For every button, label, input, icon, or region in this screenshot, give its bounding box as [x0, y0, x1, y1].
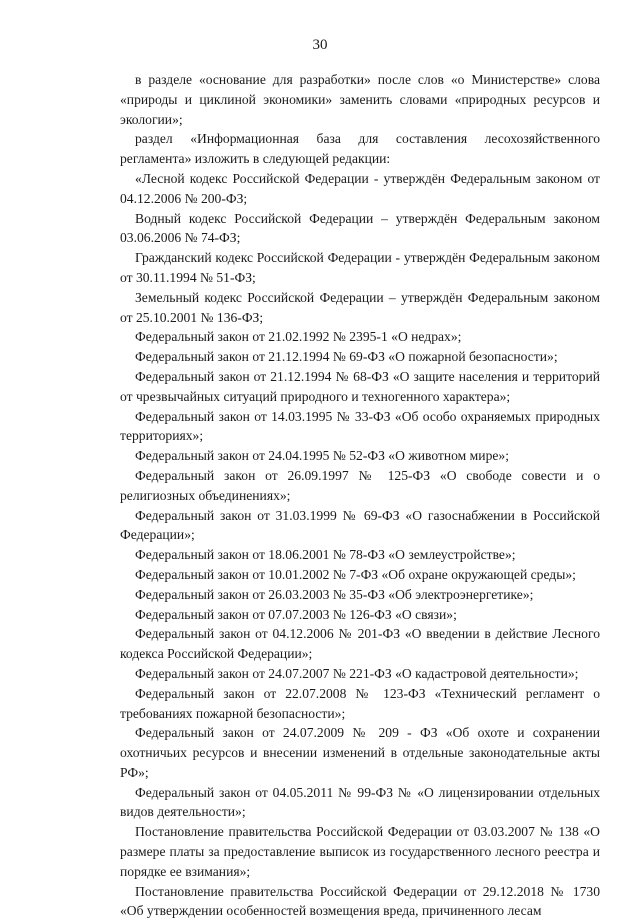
page-number: 30	[312, 37, 328, 53]
paragraph: Федеральный закон от 26.03.2003 № 35-ФЗ «Об электроэнергетике»;	[135, 586, 534, 602]
paragraph: Федеральный закон от 24.04.1995 № 52-ФЗ «О животном мире»;	[135, 448, 509, 464]
paragraph: Гражданский кодекс Российской Федерации - утверждён Федеральным законом от 30.11.1994 № 51-ФЗ;	[120, 250, 600, 285]
paragraph: Федеральный закон от 22.07.2008 № 123-ФЗ «Технический регламент о требованиях пожарной безопасности»;	[120, 685, 600, 721]
paragraph: Федеральный закон от 26.09.1997 № 125-ФЗ «О свободе совести и о религиозных объединениях»;	[120, 467, 600, 503]
paragraph: Федеральный закон от 14.03.1995 № 33-ФЗ «Об особо охраняемых природных территориях»;	[120, 408, 600, 444]
paragraph: Федеральный закон от 07.07.2003 № 126-ФЗ «О связи»;	[135, 606, 457, 622]
paragraph: Федеральный закон от 21.12.1994 № 68-ФЗ «О защите населения и территорий от чрезвычайных ситуаций природного и техногенного характера»;	[120, 368, 600, 404]
paragraph: Федеральный закон от 04.05.2011 № 99-ФЗ № «О лицензировании отдельных видов деятельности»;	[120, 784, 600, 820]
paragraph: Федеральный закон от 24.07.2007 № 221-ФЗ «О кадастровой деятельности»;	[135, 665, 579, 681]
document-body	[120, 70, 600, 921]
paragraph: в разделе «основание для разработки» после слов «о Министерстве» слова «природы и циклиной экономики» заменить словами «природных ресурсов и экологии»;	[120, 72, 600, 127]
paragraph: Водный кодекс Российской Федерации – утверждён Федеральным законом 03.06.2006 № 74-ФЗ;	[120, 210, 600, 246]
paragraph: Земельный кодекс Российской Федерации – утверждён Федеральным законом от 25.10.2001 № 136-ФЗ;	[120, 289, 600, 325]
paragraph: Федеральный закон от 10.01.2002 № 7-ФЗ «Об охране окружающей среды»;	[135, 566, 576, 582]
paragraph: Федеральный закон от 18.06.2001 № 78-ФЗ «О землеустройстве»;	[135, 547, 516, 563]
paragraph: Федеральный закон от 04.12.2006 № 201-ФЗ «О введении в действие Лесного кодекса Российской Федерации»;	[120, 626, 600, 662]
paragraph: Федеральный закон от 21.02.1992 № 2395-1 «О недрах»;	[135, 329, 462, 345]
paragraph: Постановление правительства Российской Федерации от 29.12.2018 № 1730 «Об утверждении особенностей возмещения вреда, причиненного лесам	[120, 883, 600, 919]
paragraph: «Лесной кодекс Российской Федерации - утверждён Федеральным законом от 04.12.2006 № 200-ФЗ;	[120, 170, 600, 206]
paragraph: раздел «Информационная база для составления лесохозяйственного регламента» изложить в следующей редакции:	[120, 131, 600, 167]
paragraph: Федеральный закон от 21.12.1994 № 69-ФЗ «О пожарной безопасности»;	[135, 349, 558, 365]
paragraph: Федеральный закон от 24.07.2009 № 209 - ФЗ «Об охоте и сохранении охотничьих ресурсов и внесении изменений в отдельные законодательные акты РФ»;	[120, 725, 600, 780]
paragraph: Федеральный закон от 31.03.1999 № 69-ФЗ «О газоснабжении в Российской Федерации»;	[120, 507, 600, 543]
paragraph: Постановление правительства Российской Федерации от 03.03.2007 № 138 «О размере платы за предоставление выписок из государственного лесного реестра и порядке ее взимания»;	[120, 824, 600, 879]
